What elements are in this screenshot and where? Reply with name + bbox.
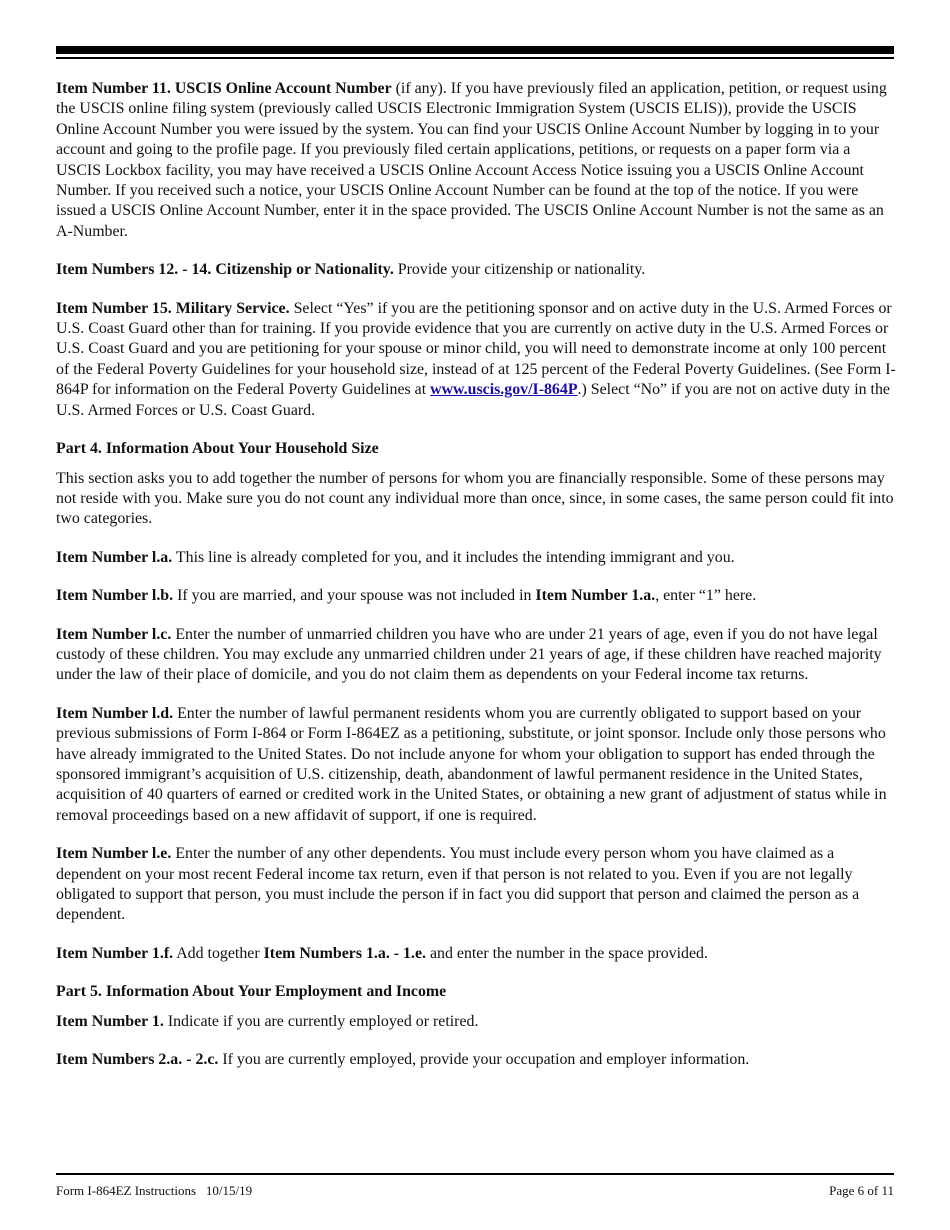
item-1f-ref: Item Numbers 1.a. - 1.e. — [263, 944, 426, 962]
item-1f-heading: Item Number 1.f. — [56, 944, 174, 962]
item-15-body-after: .) Select “No” if you are not on active duty in the U.S. Armed Forces or U.S. Coast Guard. — [56, 381, 890, 419]
part-4-intro: This section asks you to add together the number of persons for whom you are financially responsible. Some of these persons may not reside with you. Make sure you do not count any individual more than once, since, in some cases, the same person could fit into two categories. — [56, 469, 894, 528]
item-1c-heading: Item Number l.c. — [56, 625, 172, 643]
footer-page-number: Page 6 of 11 — [829, 1183, 894, 1198]
item-1b-paragraph — [56, 586, 896, 606]
item-1e-heading: Item Number l.e. — [56, 845, 172, 863]
part-5-item-2-paragraph — [56, 1050, 896, 1070]
item-1b-body: If you are married, and your spouse was not included in — [173, 587, 536, 605]
item-1f-paragraph — [56, 944, 896, 964]
item-1b-heading: Item Number l.b. — [56, 587, 174, 605]
item-12-14-paragraph — [56, 260, 896, 280]
item-1a-paragraph — [56, 548, 896, 568]
item-12-14-body: Provide your citizenship or nationality. — [393, 261, 646, 279]
item-1e-paragraph — [56, 844, 896, 926]
part-5-heading: Part 5. Information About Your Employment and Income — [56, 983, 447, 1001]
item-11-body: If you have previously filed an application, petition, or request using the USCIS online filing system (previously called USCIS Electronic Immigration System (USCIS ELIS)), provide the USCIS Online Account Number you were issued by the system. You can find your USCIS Online Account Number by logging in to your account and going to the profile page. If you previously filed certain applications, petitions, or requests on a paper form via a USCIS Lockbox facility, you may have received a USCIS Online Account Access Notice issuing you a USCIS Online Account Number. If you received such a notice, your USCIS Online Account Number can be found at the top of the notice. If you were issued a USCIS Online Account Number, enter it in the space provided. The USCIS Online Account Number is not the same as an A-Number. — [56, 80, 887, 240]
top-rule — [56, 46, 894, 54]
part-5-item-1-heading: Item Number 1. — [56, 1012, 164, 1030]
item-1e-body: Enter the number of any other dependents. You must include every person whom you have claimed as a dependent on your most recent Federal income tax return, even if that person is not related to you. Even if you are not legally obligated to support that person, you must include the person if in fact you did support that person and claimed the person as a dependent. — [56, 845, 860, 924]
part-4-heading: Part 4. Information About Your Household Size — [56, 440, 379, 458]
item-11-paragraph — [56, 79, 896, 242]
item-1a-heading: Item Number l.a. — [56, 548, 173, 566]
top-rule-thin — [56, 57, 894, 59]
footer-rule — [56, 1173, 894, 1175]
item-1a-body: This line is already completed for you, and it includes the intending immigrant and you. — [172, 548, 735, 566]
uscis-i864p-link[interactable]: www.uscis.gov/I-864P — [430, 381, 578, 399]
item-12-14-heading: Item Numbers 12. - 14. Citizenship or Nationality. — [56, 261, 394, 279]
item-1f-body: Add together — [173, 944, 264, 962]
item-1d-heading: Item Number l.d. — [56, 704, 174, 722]
part-5-item-2-body: If you are currently employed, provide your occupation and employer information. — [218, 1051, 750, 1069]
part-5-item-1-body: Indicate if you are currently employed or retired. — [163, 1012, 479, 1030]
item-15-paragraph — [56, 299, 896, 421]
footer-form-name: Form I-864EZ Instructions 10/15/19 — [56, 1183, 253, 1198]
item-1d-body: Enter the number of lawful permanent residents whom you are currently obligated to support based on your previous submissions of Form I-864 or Form I-864EZ as a petitioning, substitute, or joint sponsor. Include only those persons who have already immigrated to the United States. Do not include anyone for whom your obligation to support has ended through the sponsored immigrant’s acquisition of U.S. citizenship, death, abandonment of lawful permanent residence in the United States, acquisition of 40 quarters of earned or credited work in the United States, or obtaining a new grant of adjustment of status while in removal proceedings based on a new affidavit of support, if one is required. — [56, 704, 887, 824]
item-11-heading: Item Number 11. USCIS Online Account Number — [56, 80, 392, 97]
item-1b-body-after: , enter “1” here. — [655, 587, 757, 605]
page-content — [56, 79, 896, 1088]
part-5-item-1-paragraph — [56, 1012, 896, 1032]
item-1f-body-after: and enter the number in the space provided. — [426, 944, 708, 962]
part-5-item-2-heading: Item Numbers 2.a. - 2.c. — [56, 1051, 219, 1069]
item-15-body: Select “Yes” if you are the petitioning sponsor and on active duty in the U.S. Armed Forces or U.S. Coast Guard other than for training. If you provide evidence that you are currently on active duty in the U.S. Armed Forces or U.S. Coast Guard and you are petitioning for your spouse or minor child, you will need to demonstrate income at only 100 percent of the Federal Poverty Guidelines for your household size, instead of at 125 percent of the Federal Poverty Guidelines. (See Form I-864P for information on the Federal Poverty Guidelines at — [56, 299, 896, 399]
item-1d-paragraph — [56, 704, 896, 826]
item-1c-body: Enter the number of unmarried children you have who are under 21 years of age, even if you do not have legal custody of these children. You may exclude any unmarried children under 21 years of age, if these children have reached majority under the law of their place of domicile, and you do not claim them as dependents on your Federal income tax returns. — [56, 625, 882, 684]
item-11-heading-suffix: (if any). — [391, 80, 447, 97]
item-1c-paragraph — [56, 625, 896, 686]
item-1b-ref: Item Number 1.a. — [535, 587, 656, 605]
item-15-heading: Item Number 15. Military Service. — [56, 299, 290, 317]
